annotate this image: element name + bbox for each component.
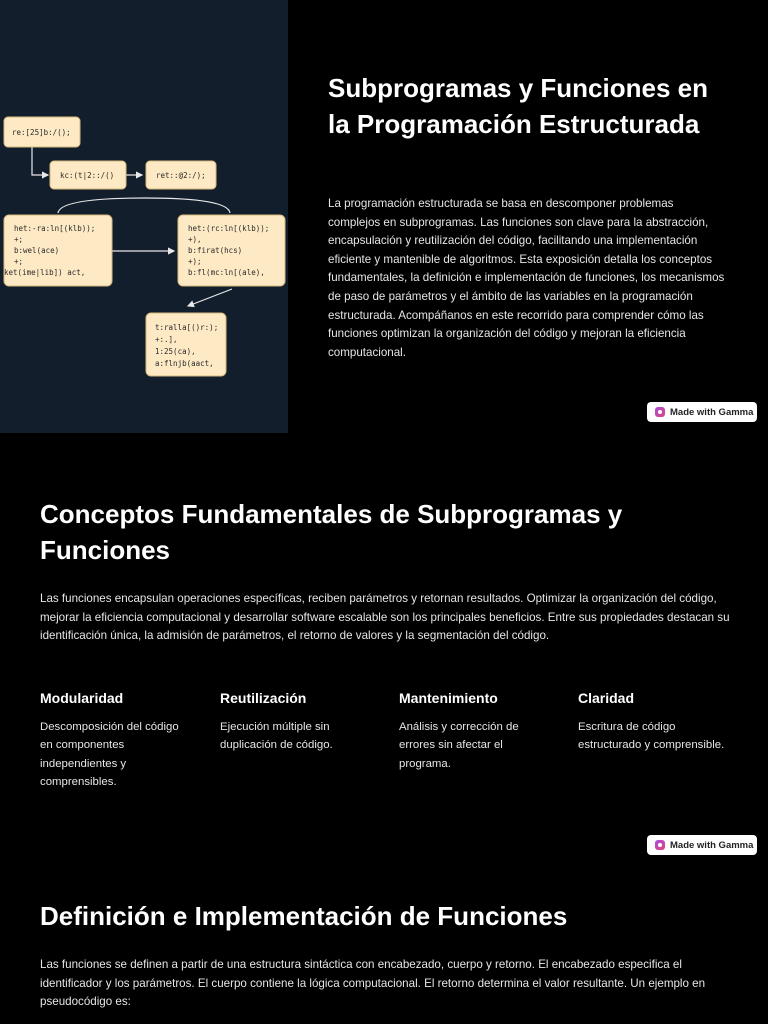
connector-arrow (188, 289, 232, 306)
svg-text:re:[25]b:/();: re:[25]b:/(); (12, 128, 71, 137)
concept-text: Análisis y corrección de errores sin afectar el programa. (399, 721, 519, 770)
concept-text: Descomposición del código en componentes independientes y comprensibles. (40, 721, 179, 789)
connector-bracket (58, 198, 230, 213)
svg-text:+;: +; (14, 235, 24, 244)
svg-text:b:wel(ace): b:wel(ace) (14, 246, 60, 255)
diagram-node (146, 313, 226, 376)
svg-text:het:-ra:ln[(klb));: het:-ra:ln[(klb)); (14, 224, 96, 233)
intro-paragraph: La programación estructurada se basa en descomponer problemas complejos en subprogramas. Las funciones son clave para la abstracción, encapsulación y reutilización del código, facilitando una implementación eficiente y mantenible de algoritmos. Esta exposición detalla los conceptos fundamentales, la definición e implementación de funciones, los mecanismos de paso de parámetros y el ámbito de las variables en la programación estructurada. Acompáñanos en este recorrido para comprender cómo las funciones optimizan la organización del código y mejoran la eficiencia computacional. (328, 197, 725, 359)
concepts-heading: Conceptos Fundamentales de Subprogramas y Funciones (40, 499, 623, 565)
made-with-gamma-badge[interactable] (647, 835, 757, 855)
concepts-paragraph: Las funciones encapsulan operaciones específicas, reciben parámetros y retornan resultados. Optimizar la organización del código, mejorar la eficiencia computacional y desarrollar software escalable son los principales beneficios. Entre sus propiedades destacan su identificación única, la admisión de parámetros, el retorno de valores y la segmentación del código. (40, 592, 730, 643)
svg-text:b:firat(hcs): b:firat(hcs) (188, 246, 243, 255)
concept-card-mantenimiento (399, 688, 549, 773)
connector-arrow (32, 147, 48, 175)
definition-paragraph: Las funciones se definen a partir de una estructura sintáctica con encabezado, cuerpo y retorno. El encabezado especifica el identificador y los parámetros. El cuerpo contiene la lógica computacional. El retorno determina el valor resultante. Un ejemplo en pseudocódigo es: (40, 958, 706, 1009)
svg-text:a:flnjb(aact,: a:flnjb(aact, (155, 359, 214, 368)
concept-text: Ejecución múltiple sin duplicación de código. (220, 721, 333, 752)
svg-text:b:fl(mc:ln[(ale),: b:fl(mc:ln[(ale), (188, 268, 265, 277)
gamma-logo-icon (655, 840, 665, 850)
concept-text: Escritura de código estructurado y comprensible. (578, 721, 725, 752)
concept-card-reutilizacion (220, 688, 370, 755)
concept-title: Mantenimiento (399, 690, 498, 706)
svg-text:ret::@2:/);: ret::@2:/); (156, 171, 206, 180)
concept-card-claridad (578, 688, 728, 755)
svg-text:ket(ime|lib]) act,: ket(ime|lib]) act, (4, 268, 86, 277)
concept-card-modularidad (40, 688, 190, 792)
badge-label: Made with Gamma (670, 406, 754, 418)
made-with-gamma-badge[interactable] (647, 402, 757, 422)
svg-text:kc:(t|2::/(): kc:(t|2::/() (60, 171, 115, 180)
diagram-node (4, 215, 112, 286)
concept-title: Claridad (578, 690, 635, 706)
definition-heading: Definición e Implementación de Funciones (40, 901, 568, 931)
concept-title: Modularidad (40, 690, 124, 706)
badge-label: Made with Gamma (670, 839, 754, 851)
svg-text:+:.],: +:.], (155, 335, 178, 344)
hero-diagram-image (0, 0, 288, 433)
svg-text:+);: +); (188, 257, 202, 266)
gamma-logo-icon (655, 407, 665, 417)
diagram-node (4, 117, 80, 147)
concept-title: Reutilización (220, 690, 307, 706)
diagram-node (146, 161, 216, 189)
svg-text:het:(rc:ln[(klb));: het:(rc:ln[(klb)); (188, 224, 270, 233)
diagram-node (178, 215, 285, 286)
page-title: Subprogramas y Funciones en la Programación Estructurada (328, 73, 708, 139)
svg-text:+),: +), (188, 235, 202, 244)
svg-text:1:25(ca),: 1:25(ca), (155, 347, 196, 356)
svg-text:+;: +; (14, 257, 24, 266)
diagram-node (50, 161, 126, 189)
svg-text:t:ralla[()r:);: t:ralla[()r:); (155, 323, 219, 332)
flowchart-diagram (0, 0, 288, 433)
